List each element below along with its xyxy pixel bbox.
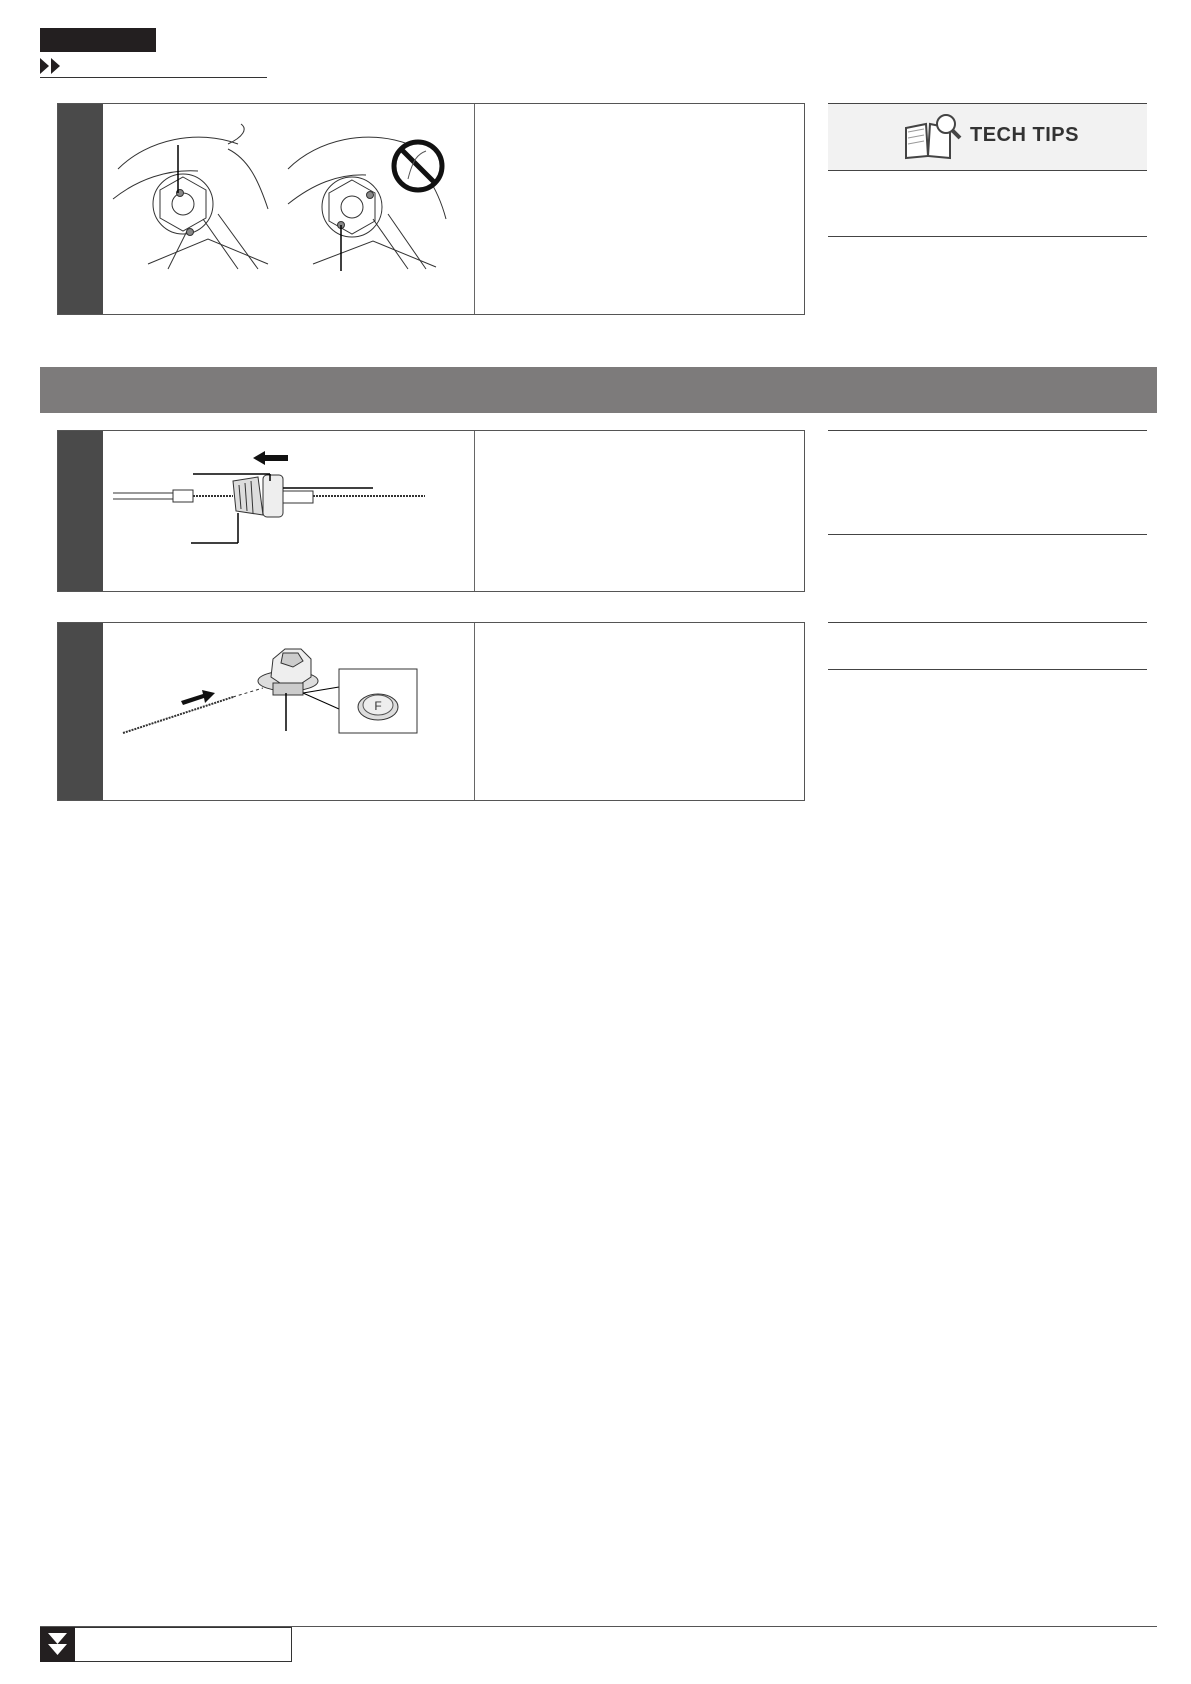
cable-fixing-bolt-icon (258, 649, 339, 731)
step-1-box (57, 103, 805, 315)
step-3-divider (474, 623, 475, 800)
step-2-divider (474, 431, 475, 591)
tip-rule-5 (828, 669, 1147, 670)
tip-rule-2 (828, 430, 1147, 431)
step-1-tab (58, 104, 103, 314)
footer-page-box (75, 1627, 292, 1662)
tip-rule-4 (828, 622, 1147, 623)
step-2-box (57, 430, 805, 592)
header-rule (40, 77, 267, 78)
tip-rule-1 (828, 236, 1147, 237)
step-2-illustration (113, 441, 473, 581)
prohibited-icon (394, 142, 442, 190)
step-3-illustration (113, 631, 473, 791)
scroll-down-icon[interactable] (40, 1627, 75, 1662)
header-bar (40, 28, 156, 52)
step-1-divider (474, 104, 475, 314)
nut-left-icon (113, 124, 268, 269)
tech-tips-panel (828, 103, 1147, 171)
step-3-tab (58, 623, 103, 800)
tech-tips-label: TECH TIPS (970, 124, 1079, 146)
step-1-illustration (108, 109, 470, 309)
arrow-left-icon (253, 451, 288, 465)
svg-text:F: F (374, 699, 382, 713)
section-banner (40, 367, 1157, 413)
book-magnifier-icon (904, 112, 966, 162)
tip-rule-3 (828, 534, 1147, 535)
arrow-right-icon (181, 690, 215, 705)
step-2-tab (58, 431, 103, 591)
marked-washer-icon (339, 669, 417, 733)
nav-arrows-icon[interactable] (40, 58, 64, 74)
cable-adjuster-icon (113, 474, 425, 543)
step-3-box (57, 622, 805, 801)
